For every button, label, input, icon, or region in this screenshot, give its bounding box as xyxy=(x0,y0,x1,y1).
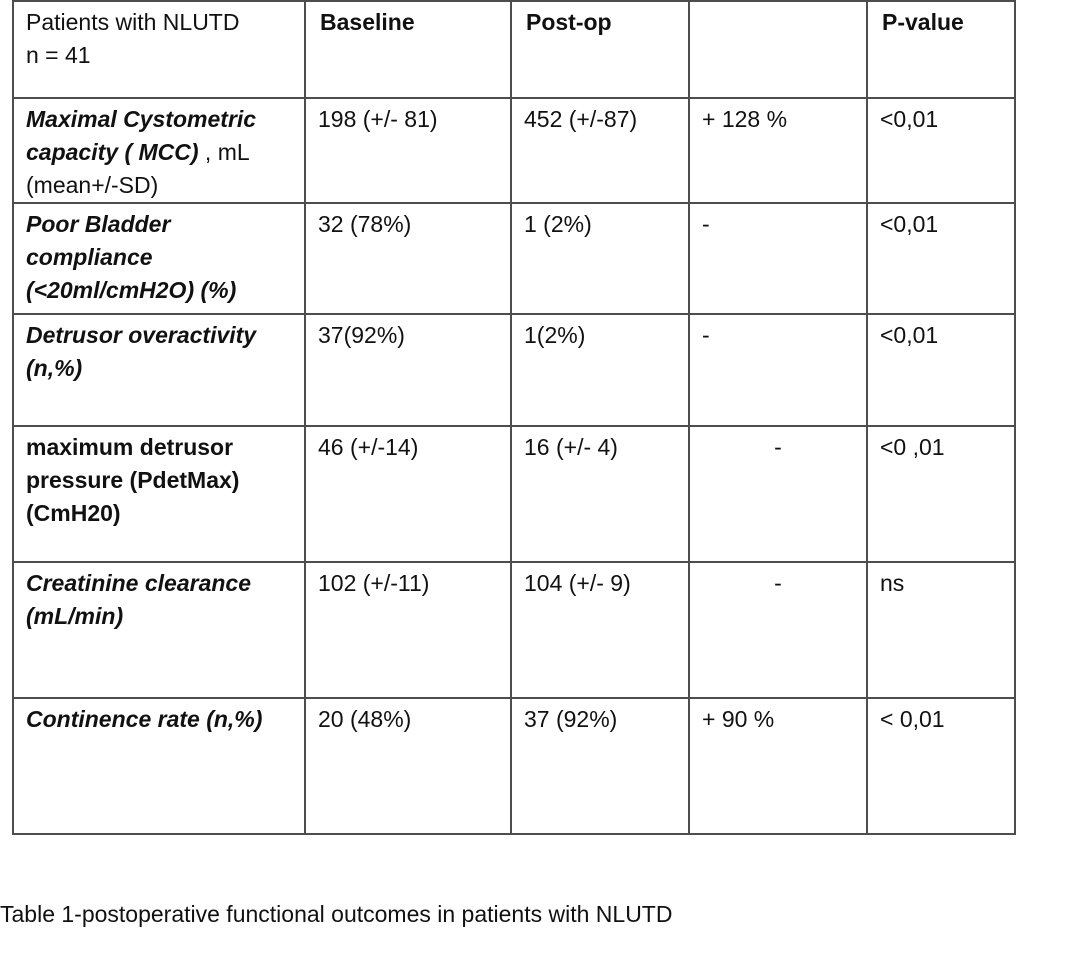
cell-pvalue: ns xyxy=(867,562,1015,698)
row-label-mcc-bold: Maximal Cystometric capacity ( MCC) xyxy=(26,106,257,165)
row-label-mcc xyxy=(13,98,305,203)
header-n-label: n = 41 xyxy=(26,42,91,68)
table-row xyxy=(13,426,1015,562)
table-header-row xyxy=(13,1,1015,98)
cell-pvalue: <0,01 xyxy=(867,98,1015,203)
cell-change: + 128 % xyxy=(689,98,867,203)
row-label-creatinine: Creatinine clearance (mL/min) xyxy=(13,562,305,698)
cell-baseline: 37(92%) xyxy=(305,314,511,426)
cell-change: - xyxy=(689,203,867,314)
header-change xyxy=(689,1,867,98)
cell-change: - xyxy=(689,562,867,698)
cell-baseline: 20 (48%) xyxy=(305,698,511,834)
header-baseline: Baseline xyxy=(305,1,511,98)
cell-postop: 452 (+/-87) xyxy=(511,98,689,203)
cell-postop: 1(2%) xyxy=(511,314,689,426)
cell-postop: 1 (2%) xyxy=(511,203,689,314)
outcomes-table xyxy=(12,0,1016,835)
table-caption: Table 1-postoperative functional outcomes in patients with NLUTD xyxy=(0,901,673,927)
cell-change: - xyxy=(689,426,867,562)
cell-change: - xyxy=(689,314,867,426)
row-label-compliance: Poor Bladder compliance (<20ml/cmH2O) (%) xyxy=(13,203,305,314)
cell-postop: 16 (+/- 4) xyxy=(511,426,689,562)
row-label-pdetmax: maximum detrusor pressure (PdetMax) (CmH20) xyxy=(13,426,305,562)
cell-baseline: 198 (+/- 81) xyxy=(305,98,511,203)
row-label-continence: Continence rate (n,%) xyxy=(13,698,305,834)
row-label-mcc-units: , mL (mean+/-SD) xyxy=(26,139,249,198)
cell-pvalue: < 0,01 xyxy=(867,698,1015,834)
cell-baseline: 46 (+/-14) xyxy=(305,426,511,562)
cell-pvalue: <0 ,01 xyxy=(867,426,1015,562)
header-patients-label: Patients with NLUTD xyxy=(26,9,240,35)
table-row xyxy=(13,562,1015,698)
row-label-overactivity: Detrusor overactivity (n,%) xyxy=(13,314,305,426)
table-row xyxy=(13,98,1015,203)
cell-change: + 90 % xyxy=(689,698,867,834)
cell-baseline: 102 (+/-11) xyxy=(305,562,511,698)
cell-baseline: 32 (78%) xyxy=(305,203,511,314)
header-patients-cell xyxy=(13,1,305,98)
header-pvalue: P-value xyxy=(867,1,1015,98)
header-postop: Post-op xyxy=(511,1,689,98)
cell-pvalue: <0,01 xyxy=(867,203,1015,314)
cell-postop: 37 (92%) xyxy=(511,698,689,834)
cell-pvalue: <0,01 xyxy=(867,314,1015,426)
table-row xyxy=(13,203,1015,314)
table-row xyxy=(13,698,1015,834)
table-row xyxy=(13,314,1015,426)
cell-postop: 104 (+/- 9) xyxy=(511,562,689,698)
